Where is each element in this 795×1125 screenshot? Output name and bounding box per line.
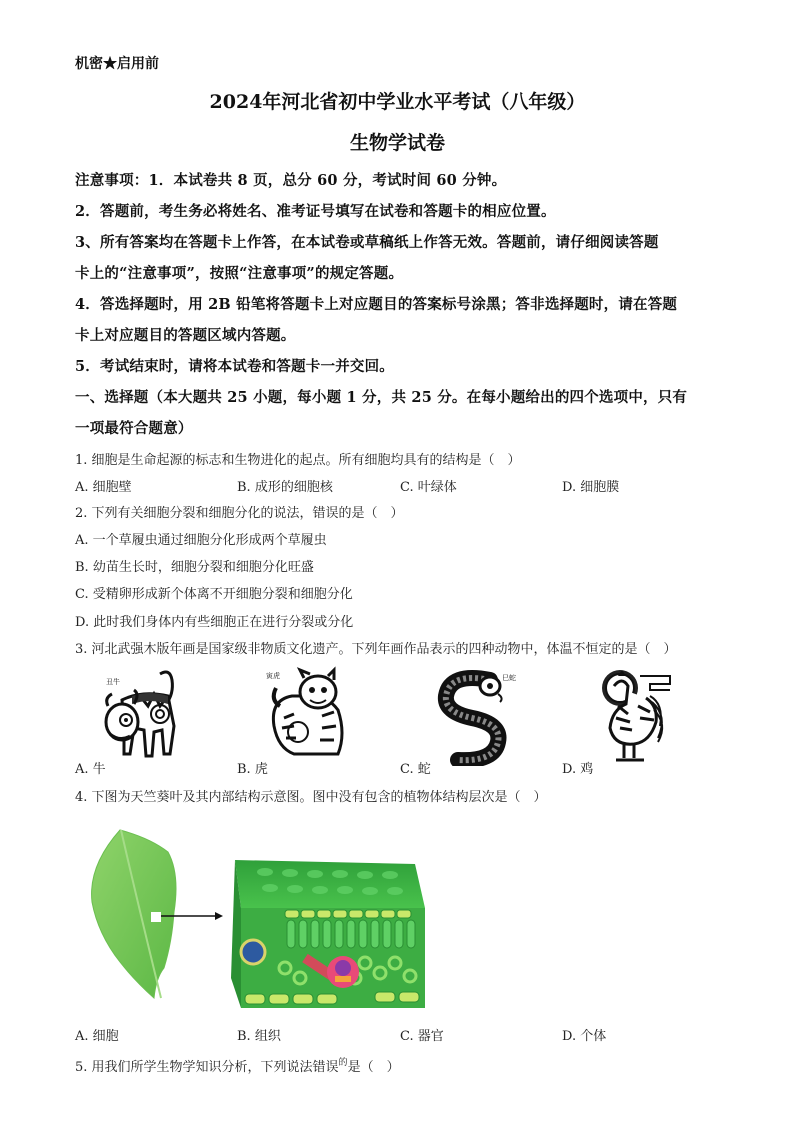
question-3-stem: 3. 河北武强木版年画是国家级非物质文化遗产。下列年画作品表示的四种动物中，体温不恒定的是（ ）	[75, 642, 677, 657]
question-1-stem: 1. 细胞是生命起源的标志和生物进化的起点。所有细胞均具有的结构是（ ）	[75, 453, 521, 468]
exam-title: 2024年河北省初中学业水平考试（八年级）	[209, 91, 586, 113]
rooster-woodblock-image	[590, 666, 680, 766]
section-heading-line1: 一、选择题（本大题共 25 小题，每小题 1 分，共 25 分。在每小题给出的四个选项中，只有	[75, 389, 688, 406]
question-2-option-b[interactable]: B. 幼苗生长时，细胞分裂和细胞分化旺盛	[75, 560, 314, 575]
question-3-option-b[interactable]: B. 虎	[237, 762, 268, 777]
question-2-option-c[interactable]: C. 受精卵形成新个体离不开细胞分裂和细胞分化	[75, 587, 353, 602]
question-5-stem-superscript: 的	[338, 1058, 348, 1068]
question-3-option-c[interactable]: C. 蛇	[400, 762, 431, 777]
ox-woodblock-image	[100, 666, 190, 766]
question-4-option-d[interactable]: D. 个体	[562, 1029, 607, 1044]
question-2-stem: 2. 下列有关细胞分裂和细胞分化的说法，错误的是（ ）	[75, 506, 404, 521]
confidential-label: 机密★启用前	[75, 56, 159, 72]
note-4b: 卡上对应题目的答题区域内答题。	[75, 327, 296, 344]
question-4-stem: 4. 下图为天竺葵叶及其内部结构示意图。图中没有包含的植物体结构层次是（ ）	[75, 790, 547, 805]
snake-woodblock-image	[430, 666, 520, 766]
note-3a: 3、所有答案均在答题卡上作答，在本试卷或草稿纸上作答无效。答题前，请仔细阅读答题	[75, 234, 659, 251]
note-3b: 卡上的“注意事项”，按照“注意事项”的规定答题。	[75, 265, 404, 282]
note-2: 2．答题前，考生务必将姓名、准考证号填写在试卷和答题卡的相应位置。	[75, 203, 556, 220]
svg-text:丑牛: 丑牛	[106, 678, 120, 686]
question-1-option-b[interactable]: B. 成形的细胞核	[237, 480, 333, 495]
exam-subject: 生物学试卷	[349, 132, 445, 154]
question-2-option-a[interactable]: A. 一个草履虫通过细胞分化形成两个草履虫	[75, 533, 327, 548]
question-4-option-b[interactable]: B. 组织	[237, 1029, 281, 1044]
question-5-stem	[75, 1056, 400, 1075]
tiger-woodblock-image	[262, 666, 352, 766]
question-2-option-d[interactable]: D. 此时我们身体内有些细胞正在进行分裂或分化	[75, 615, 354, 630]
question-5-stem-text: 5. 用我们所学生物学知识分析，下列说法错误	[75, 1060, 339, 1075]
svg-text:寅虎: 寅虎	[266, 672, 280, 680]
note-4a: 4．答选择题时，用 2B 铅笔将答题卡上对应题目的答案标号涂黑；答非选择题时，请在答题	[75, 296, 678, 313]
question-5-stem-end: 是（ ）	[347, 1060, 400, 1075]
question-3-option-d[interactable]: D. 鸡	[562, 762, 594, 777]
geranium-leaf-diagram	[85, 828, 445, 1018]
question-4-option-c[interactable]: C. 器官	[400, 1029, 444, 1044]
question-1-option-d[interactable]: D. 细胞膜	[562, 480, 620, 495]
question-1-option-a[interactable]: A. 细胞壁	[75, 480, 132, 495]
question-1-option-c[interactable]: C. 叶绿体	[400, 480, 457, 495]
section-heading-line2: 一项最符合题意）	[75, 420, 193, 437]
question-4-option-a[interactable]: A. 细胞	[75, 1029, 119, 1044]
note-1: 注意事项：1．本试卷共 8 页，总分 60 分，考试时间 60 分钟。	[75, 172, 507, 189]
note-5: 5．考试结束时，请将本试卷和答题卡一并交回。	[75, 358, 394, 375]
svg-text:巳蛇: 巳蛇	[502, 674, 516, 682]
question-3-option-a[interactable]: A. 牛	[75, 762, 106, 777]
